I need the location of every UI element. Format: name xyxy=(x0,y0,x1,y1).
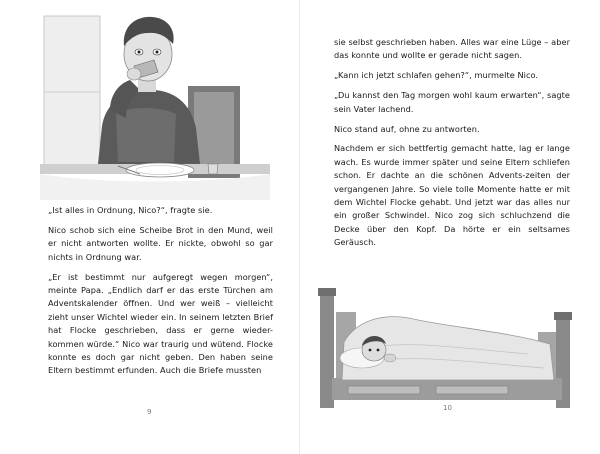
paragraph: Nico schob sich eine Scheibe Brot in den Mund, weil er nicht antworten wollte. Er nickte, obwohl so gar nichts in Ordnung war. xyxy=(48,224,273,262)
right-page-text xyxy=(334,36,570,256)
boy-in-bed-illustration xyxy=(318,288,582,412)
left-page-text xyxy=(48,204,273,384)
paragraph: „Du kannst den Tag morgen wohl kaum erwarten“, sagte sein Vater lachend. xyxy=(334,90,570,114)
page-number: 9 xyxy=(147,408,152,416)
paragraph: „Er ist bestimmt nur aufgeregt wegen morgen“, meinte Papa. „Endlich darf er das erste Türchen am Adventskalender öffnen. Und wer weiß – vielleicht zieht unser Wichtel wieder ein. In seinem letzten Brief hat Flocke geschrieben, dass er gerne wieder-kommen würde.“ Nico war traurig und wütend. Flocke konnte es doch gar nicht geben. Den haben seine Eltern bestimmt erfunden. Auch die Briefe mussten xyxy=(48,271,273,376)
boy-eating-illustration xyxy=(40,14,270,200)
right-page xyxy=(300,0,600,454)
paragraph: Nico stand auf, ohne zu antworten. xyxy=(334,123,480,134)
paragraph: Nachdem er sich bettfertig gemacht hatte, lag er lange wach. Es wurde immer später und seine Eltern schliefen schon. Er dachte an die schönen Advents-zeiten der vergangenen Jahre. So viele tolle Momente hatte er mit dem Wichtel Flocke gehabt. Und jetzt war das alles nur ein großer Schwindel. Nico zog sich schluchzend die Decke über den Kopf. Da hörte er ein seltsames Geräusch. xyxy=(334,143,570,248)
paragraph: „Kann ich jetzt schlafen gehen?“, murmelte Nico. xyxy=(334,70,539,81)
page-number: 10 xyxy=(443,404,452,412)
paragraph: sie selbst geschrieben haben. Alles war eine Lüge – aber das konnte und wollte er gerade nicht sagen. xyxy=(334,37,570,61)
paragraph: „Ist alles in Ordnung, Nico?“, fragte sie. xyxy=(48,205,213,215)
